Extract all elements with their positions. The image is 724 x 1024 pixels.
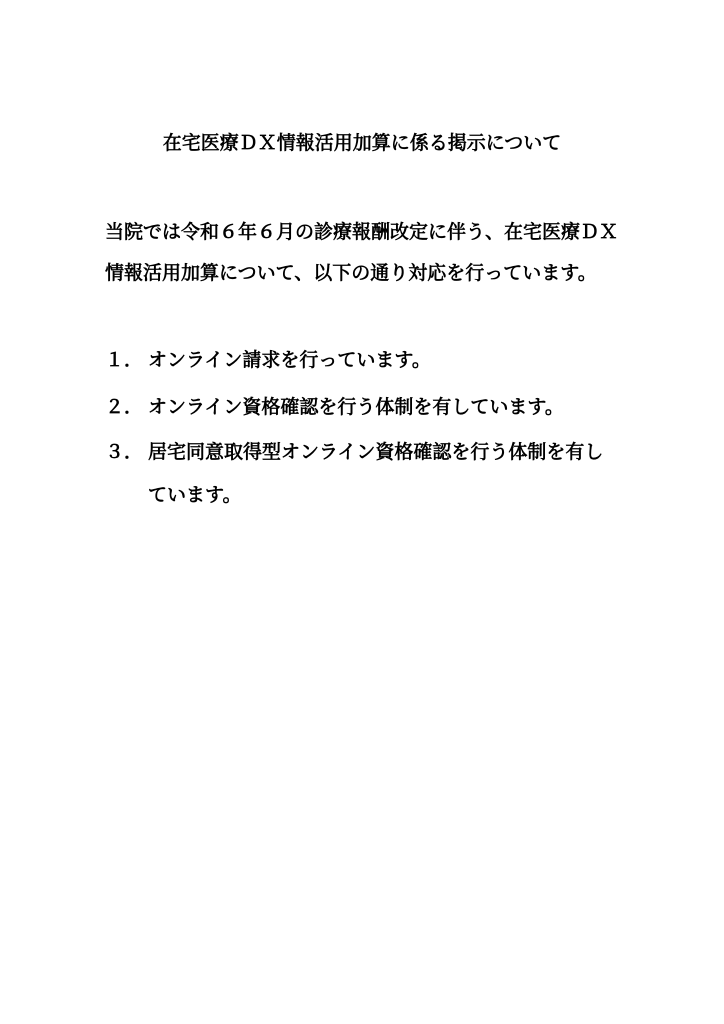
list-item-text: オンライン資格確認を行う体制を有しています。 [148, 396, 564, 418]
list-item-text: 居宅同意取得型オンライン資格確認を行う体制を有し [148, 441, 604, 463]
list-item-number: ３． [105, 441, 144, 463]
list-item-number: ２． [105, 396, 144, 418]
list-item-text-continuation: ています。 [148, 484, 242, 506]
list-item-number: １． [105, 349, 144, 371]
page-title: 在宅医療ＤＸ情報活用加算に係る掲示について [162, 132, 562, 154]
list-item-text: オンライン請求を行っています。 [148, 349, 431, 371]
intro-line: 当院では令和６年６月の診療報酬改定に伴う、在宅医療ＤＸ [105, 221, 619, 243]
intro-line: 情報活用加算について、以下の通り対応を行っています。 [105, 262, 597, 284]
